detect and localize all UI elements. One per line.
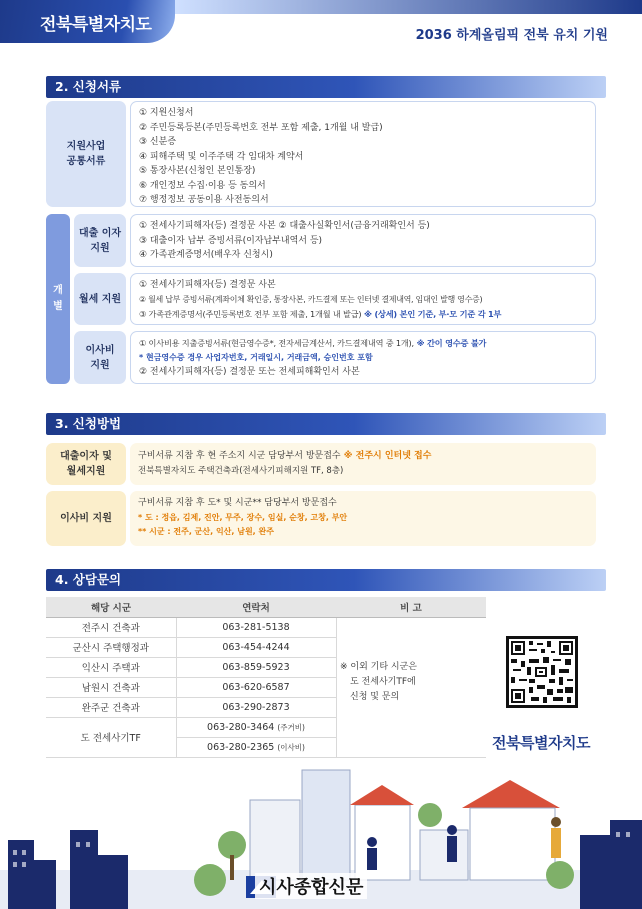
method-detail-subnote: ** 시군 : 전주, 군산, 익산, 남원, 완주 [138,527,274,536]
rent-doc-note: ※ (상세) 본인 기준, 부·모 기준 각 1부 [361,309,502,319]
loan-docs-list [130,214,596,267]
column-header-office: 해당 시군 [46,597,176,617]
loan-doc-item: ① 전세사기피해자(등) 결정문 사본 ② 대출사실확인서(금융거래확인서 등) [139,221,430,231]
contact-table-header [46,597,486,617]
contact-note: (이사비) [277,742,305,752]
note-line: ※ 이외 기타 시군은 [340,662,417,672]
moving-doc-subnote: * 현금영수증 경우 사업자번호, 거래일시, 거래금액, 승인번호 포함 [139,352,373,362]
moving-doc-item: ② 전세사기피해자(등) 결정문 또는 전세피해확인서 사본 [139,367,360,377]
common-doc-item: ⑤ 통장사본(신청인 본인통장) [139,166,256,176]
table-row [46,617,486,637]
loan-doc-item: ④ 가족관계증명서(배우자 신청시) [139,250,273,260]
page-header [0,0,642,54]
rent-doc-item: ① 전세사기피해자(등) 결정문 사본 [139,280,276,290]
common-docs-label [46,101,126,207]
office-cell: 익산시 주택과 [46,657,176,677]
contact-cell: 063-290-2873 [176,697,336,717]
office-cell: 완주군 건축과 [46,697,176,717]
office-cell: 도 전세사기TF [46,717,176,757]
method-moving-label [46,491,126,546]
individual-side-label [46,214,70,384]
qr-code-graphic [509,639,575,705]
contact-number: 063-280-3464 [207,721,275,733]
press-watermark: 시사종합신문 [255,873,367,899]
office-cell: 전주시 건축과 [46,617,176,637]
loan-doc-item: ③ 대출이자 납부 증빙서류(이자납부내역서 등) [139,235,323,246]
qr-code[interactable] [506,636,578,708]
common-doc-item: ⑦ 행정정보 공동이용 사전동의서 [139,195,269,205]
contact-cell [176,737,336,757]
rent-label-text: 월세 지원 [78,293,122,305]
common-doc-item: ④ 피해주택 및 이주주택 각 임대차 계약서 [139,151,304,162]
contact-cell: 063-454-4244 [176,637,336,657]
office-cell: 군산시 주택행정과 [46,637,176,657]
section-title-contact: 4. 상담문의 [46,569,606,591]
moving-doc-note: ※ 간이 영수증 불가 [413,338,487,348]
loan-label-line1: 대출 이자 [78,227,122,239]
common-doc-item: ⑥ 개인정보 수집·이용 등 동의서 [139,180,266,191]
rent-doc-item: ② 월세 납부 증빙서류(계좌이체 확인증, 통장사본, 카드결제 또는 인터넷 결제내역, 임대인 발행 영수증) [139,294,483,304]
contact-number: 063-280-2365 [207,741,275,753]
section-title-method: 3. 신청방법 [46,413,606,435]
method-label-line2: 월세지원 [66,466,106,477]
rent-doc-item [139,307,587,322]
loan-interest-label [74,214,126,267]
moving-doc-item-text: ① 이사비용 지출증빙서류(현금영수증*, 전자세금계산서, 카드결제내역 중 1개), [139,338,414,348]
rent-support-label [74,273,126,325]
moving-docs-list [130,331,596,384]
side-label-char: 개 [53,285,63,296]
header-gradient-strip [175,0,642,14]
method-detail-line [138,449,588,464]
header-slogan: 2036 하계올림픽 전북 유치 기원 [415,28,608,43]
footer-logo: 전북특별자치도 [492,734,590,752]
common-doc-item: ③ 신분증 [139,137,177,147]
side-label-char: 별 [53,301,63,312]
common-docs-label-line2: 공통서류 [66,156,106,167]
method-moving-detail [130,491,596,546]
note-line: 도 전세사기TF에 [350,677,416,687]
method-loan-rent-label [46,443,126,485]
loan-label-line2: 지원 [90,242,110,254]
common-docs-label-line1: 지원사업 [66,141,106,152]
method-loan-rent-detail [130,443,596,485]
contact-note-text [340,660,480,705]
moving-label-line2: 지원 [90,359,110,371]
rent-doc-item-text: ③ 가족관계증명서(주민등록번호 전부 포함 제출, 1개월 내 발급) [139,309,362,319]
contact-cell: 063-281-5138 [176,617,336,637]
section-title-documents: 2. 신청서류 [46,76,606,98]
rent-docs-list [130,273,596,325]
contact-cell: 063-620-6587 [176,677,336,697]
office-cell: 남원시 건축과 [46,677,176,697]
method-detail-text: 구비서류 지참 후 현 주소지 시군 담당부서 방문접수 [138,451,341,461]
column-header-note: 비 고 [336,597,486,617]
moving-label-line1: 이사비 [85,344,115,356]
contact-cell: 063-859-5923 [176,657,336,677]
common-doc-item: ② 주민등록등본(주민등록번호 전부 포함 제출, 1개월 내 발급) [139,122,383,133]
moving-cost-label [74,331,126,384]
method-detail-note: ※ 전주시 인터넷 접수 [340,451,432,461]
method-detail-subnote: * 도 : 정읍, 김제, 진안, 무주, 장수, 임실, 순창, 고창, 부안 [138,512,348,522]
method-label-line1: 대출이자 및 [60,451,112,462]
method-detail-line: 전북특별자치도 주택건축과(전세사기피해지원 TF, 8층) [138,465,344,476]
common-docs-list [130,101,596,207]
header-logo-band [0,0,175,43]
contact-note: (주거비) [277,722,305,732]
column-header-contact: 연락처 [176,597,336,617]
note-line: 신청 및 문의 [350,692,400,702]
header-logo: 전북특별자치도 [40,15,152,35]
method-detail-line: 구비서류 지참 후 도* 및 시군** 담당부서 방문접수 [138,498,337,508]
common-doc-item: ① 지원신청서 [139,108,194,118]
contact-cell [176,717,336,737]
method-moving-label-text: 이사비 지원 [60,513,112,524]
moving-doc-item [139,336,587,351]
